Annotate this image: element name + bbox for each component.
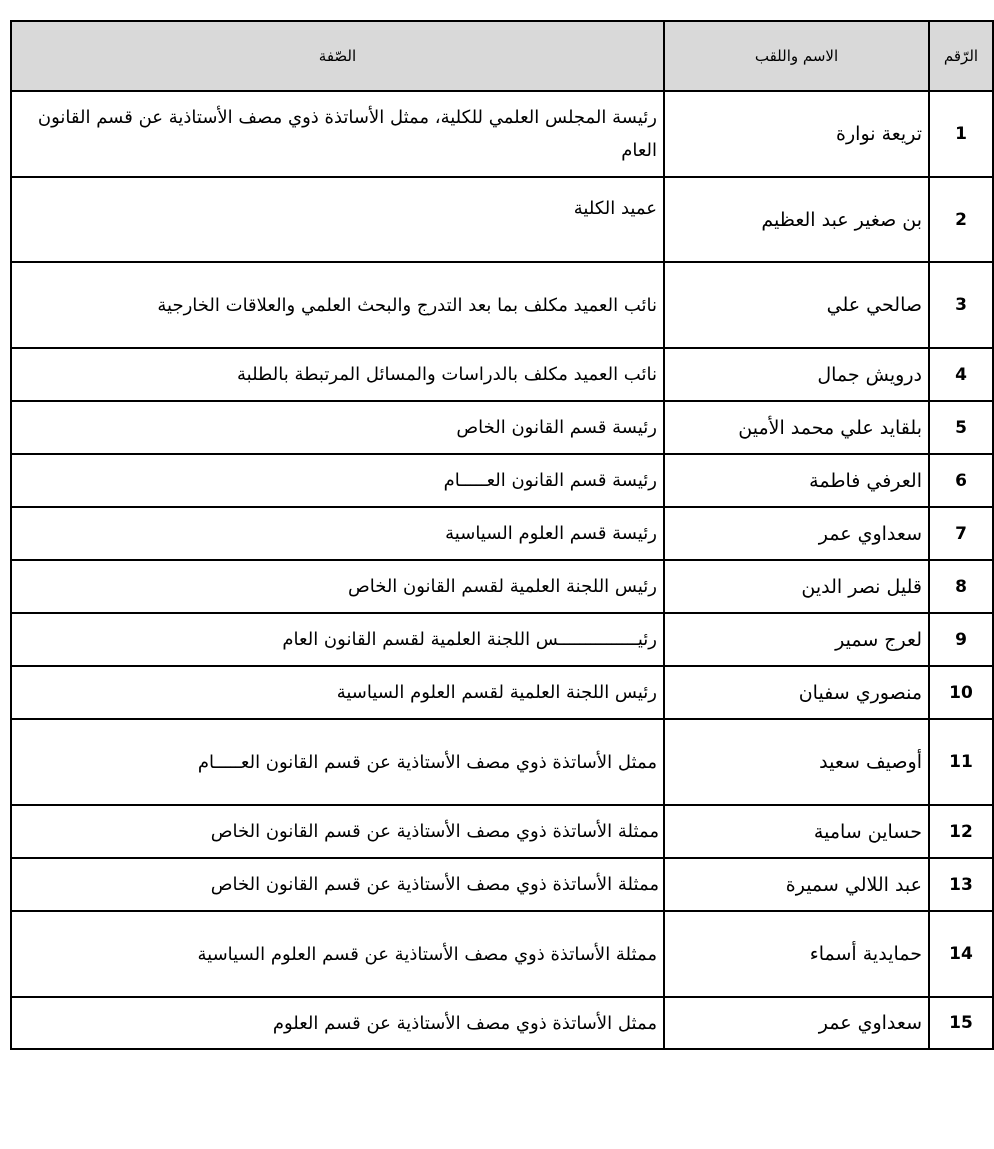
member-role: رئيسة قسم القانون الخاص (11, 401, 664, 454)
row-number: 12 (929, 805, 993, 858)
table-row (11, 666, 993, 719)
member-role: نائب العميد مكلف بالدراسات والمسائل المرتبطة بالطلبة (11, 348, 664, 401)
row-number: 10 (929, 666, 993, 719)
row-number: 9 (929, 613, 993, 666)
role-text: ممثل الأساتذة ذوي مصف الأستاذية عن قسم القانون العـــــام (197, 751, 657, 773)
table-row (11, 560, 993, 613)
role-text: ممثلة الأساتذة ذوي مصف الأستاذية عن قسم العلوم السياسية (197, 943, 657, 965)
table-row (11, 613, 993, 666)
header-number: الرّقم (929, 21, 993, 91)
member-role: ممثلة الأساتذة ذوي مصف الأستاذية عن قسم القانون الخاص (11, 858, 664, 911)
cut-off-title-fragment (0, 0, 994, 7)
table-row (11, 719, 993, 805)
table-row (11, 805, 993, 858)
member-role: رئيس اللجنة العلمية لقسم القانون الخاص (11, 560, 664, 613)
member-role: رئيـــــــــــــــس اللجنة العلمية لقسم القانون العام (11, 613, 664, 666)
header-row (11, 21, 993, 91)
role-text: نائب العميد مكلف بما بعد التدرج والبحث العلمي والعلاقات الخارجية (157, 294, 657, 316)
row-number: 14 (929, 911, 993, 997)
row-number: 8 (929, 560, 993, 613)
row-number: 11 (929, 719, 993, 805)
table-row (11, 911, 993, 997)
row-number: 1 (929, 91, 993, 177)
row-number: 6 (929, 454, 993, 507)
row-number: 15 (929, 997, 993, 1049)
row-number: 7 (929, 507, 993, 560)
member-name: حساين سامية (664, 805, 929, 858)
table-row (11, 348, 993, 401)
member-name: أوصيف سعيد (664, 719, 929, 805)
member-role (11, 262, 664, 348)
member-name: حمايدية أسماء (664, 911, 929, 997)
table-row (11, 401, 993, 454)
member-name: بن صغير عبد العظيم (664, 177, 929, 262)
member-name: لعرج سمير (664, 613, 929, 666)
row-number: 4 (929, 348, 993, 401)
role-text: رئيسة المجلس العلمي للكلية، ممثل الأساتذة ذوي مصف الأستاذية عن قسم القانون العام (37, 107, 657, 161)
member-name: بلقايد علي محمد الأمين (664, 401, 929, 454)
council-members-table (10, 20, 994, 1050)
member-name: تريعة نوارة (664, 91, 929, 177)
header-role: الصّفة (11, 21, 664, 91)
member-name: عبد اللالي سميرة (664, 858, 929, 911)
member-role: رئيسة قسم العلوم السياسية (11, 507, 664, 560)
member-role: ممثلة الأساتذة ذوي مصف الأستاذية عن قسم القانون الخاص (11, 805, 664, 858)
member-name: سعداوي عمر (664, 997, 929, 1049)
table-row (11, 858, 993, 911)
member-name: قليل نصر الدين (664, 560, 929, 613)
member-role: رئيسة قسم القانون العـــــام (11, 454, 664, 507)
member-name: سعداوي عمر (664, 507, 929, 560)
member-name: العرفي فاطمة (664, 454, 929, 507)
row-number: 2 (929, 177, 993, 262)
row-number: 3 (929, 262, 993, 348)
member-name: منصوري سفيان (664, 666, 929, 719)
member-role (11, 911, 664, 997)
table-row (11, 997, 993, 1049)
table-row (11, 262, 993, 348)
table-row (11, 177, 993, 262)
member-role: ممثل الأساتذة ذوي مصف الأستاذية عن قسم العلوم (11, 997, 664, 1049)
member-name: درويش جمال (664, 348, 929, 401)
row-number: 5 (929, 401, 993, 454)
row-number: 13 (929, 858, 993, 911)
member-role: عميد الكلية (11, 177, 664, 262)
header-name: الاسم واللقب (664, 21, 929, 91)
member-role: رئيس اللجنة العلمية لقسم العلوم السياسية (11, 666, 664, 719)
member-role (11, 719, 664, 805)
member-name: صالحي علي (664, 262, 929, 348)
table-row (11, 454, 993, 507)
table-row (11, 91, 993, 177)
member-role (11, 91, 664, 177)
table-row (11, 507, 993, 560)
